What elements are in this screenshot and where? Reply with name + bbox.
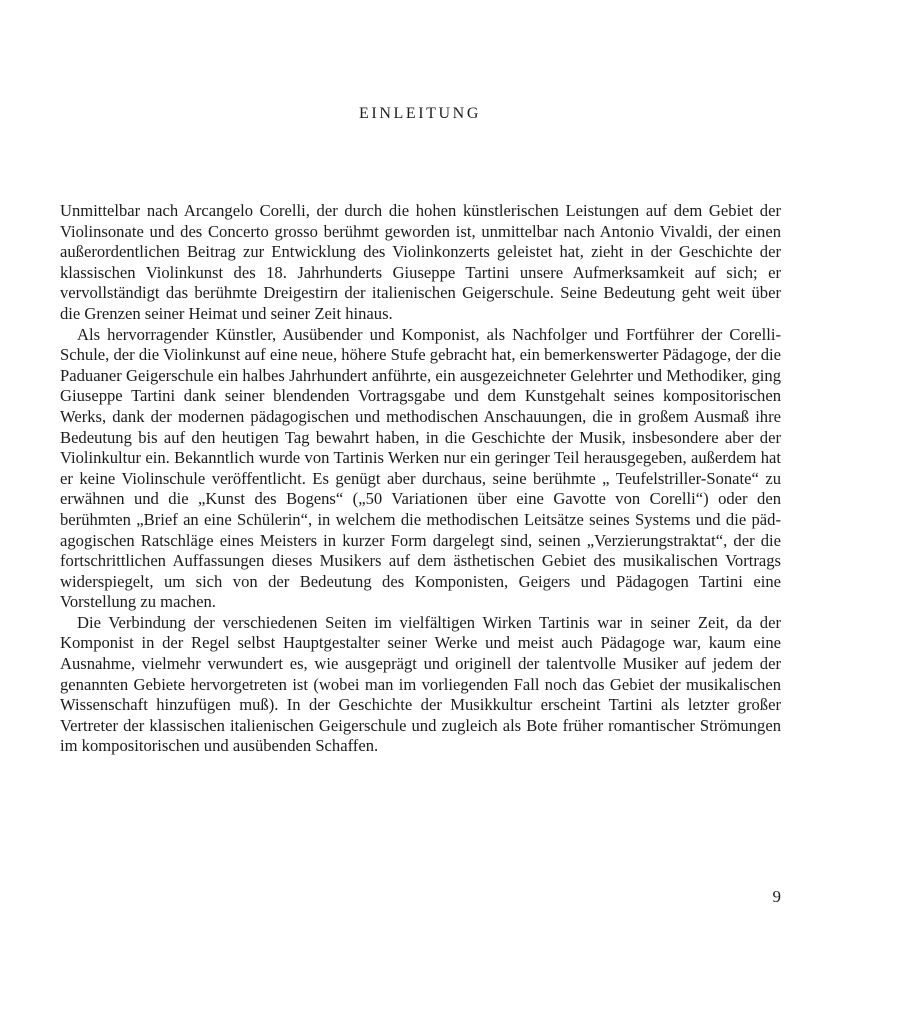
page-number: 9 xyxy=(772,887,781,906)
chapter-heading: EINLEITUNG xyxy=(359,105,481,122)
paragraph-3: Die Verbindung der verschiedenen Seiten im vielfältigen Wirken Tartinis war in seiner Zeit, da der Komponist in der Regel selbst Hauptgestalter seiner Werke und meist auch Pädagoge war, kaum eine Ausnahme, vielmehr verwundert es, wie ausgeprägt und originell der talentvolle Musiker auf jedem der genannten Gebiete hervorgetreten ist (wobei man im vorliegenden Fall noch das Gebiet der musikalischen Wissenschaft hinzufügen muß). In der Geschichte der Musikkultur erscheint Tartini als letzter großer Vertreter der klassischen italienischen Geigerschule und zugleich als Bote früher romantischer Strömungen im kompositorischen und ausübenden Schaffen. xyxy=(60,612,781,756)
paragraph-1: Unmittelbar nach Arcangelo Corelli, der durch die hohen künstlerischen Leistungen auf dem Gebiet der Violinsonate und des Concerto grosso berühmt geworden ist, unmittelbar nach Antonio Vivaldi, der einen außerordentlichen Beitrag zur Entwicklung des Violinkonzerts geleistet hat, zieht in der Geschichte der klassischen Violinkunst des 18. Jahrhunderts Giuseppe Tartini unsere Aufmerksamkeit auf sich; er vervollständigt das berühmte Dreigestirn der italienischen Geigerschule. Seine Bedeutung geht weit über die Grenzen seiner Heimat und seiner Zeit hinaus. xyxy=(60,201,781,323)
paragraph-2: Als hervorragender Künstler, Ausübender und Komponist, als Nachfolger und Fortführer der Corelli-Schule, der die Violinkunst auf eine neue, höhere Stufe gebracht hat, ein bemerkenswerter Pädagoge, der die Paduaner Geigerschule ein halbes Jahrhundert anführte, ein ausgezeichneter Gelehrter und Methodiker, ging Giuseppe Tartini dank seiner blendenden Vortragsgabe und dem Kunstgehalt seines kompositorischen Werks, dank der modernen pädagogischen und methodischen Anschauungen, die in großem Ausmaß ihre Bedeutung bis auf den heutigen Tag bewahrt haben, in die Geschichte der Musik, insbesondere aber der Violinkultur ein. Bekanntlich wurde von Tartinis Werken nur ein geringer Teil herausgegeben, außerdem hat er keine Violinschule veröffentlicht. Es genügt aber durchaus, seine berühmte „ Teufelstriller-Sonate“ zu erwähnen und die „Kunst des Bogens“ („50 Variationen über eine Gavotte von Corelli“) oder den berühmten „Brief an eine Schülerin“, in welchem die methodischen Leitsätze seines Systems und die pädagogischen Ratschläge eines Meisters in kurzer Form dargelegt sind, seinen „Verzierungstraktat“, der die fortschrittlichen Auffassungen dieses Musikers auf dem ästhetischen Gebiet des musikalischen Vortrags widerspiegelt, um sich von der Bedeutung des Komponisten, Geigers und Pädagogen Tartini eine Vorstellung zu machen. xyxy=(60,324,781,612)
body-text xyxy=(60,201,781,757)
